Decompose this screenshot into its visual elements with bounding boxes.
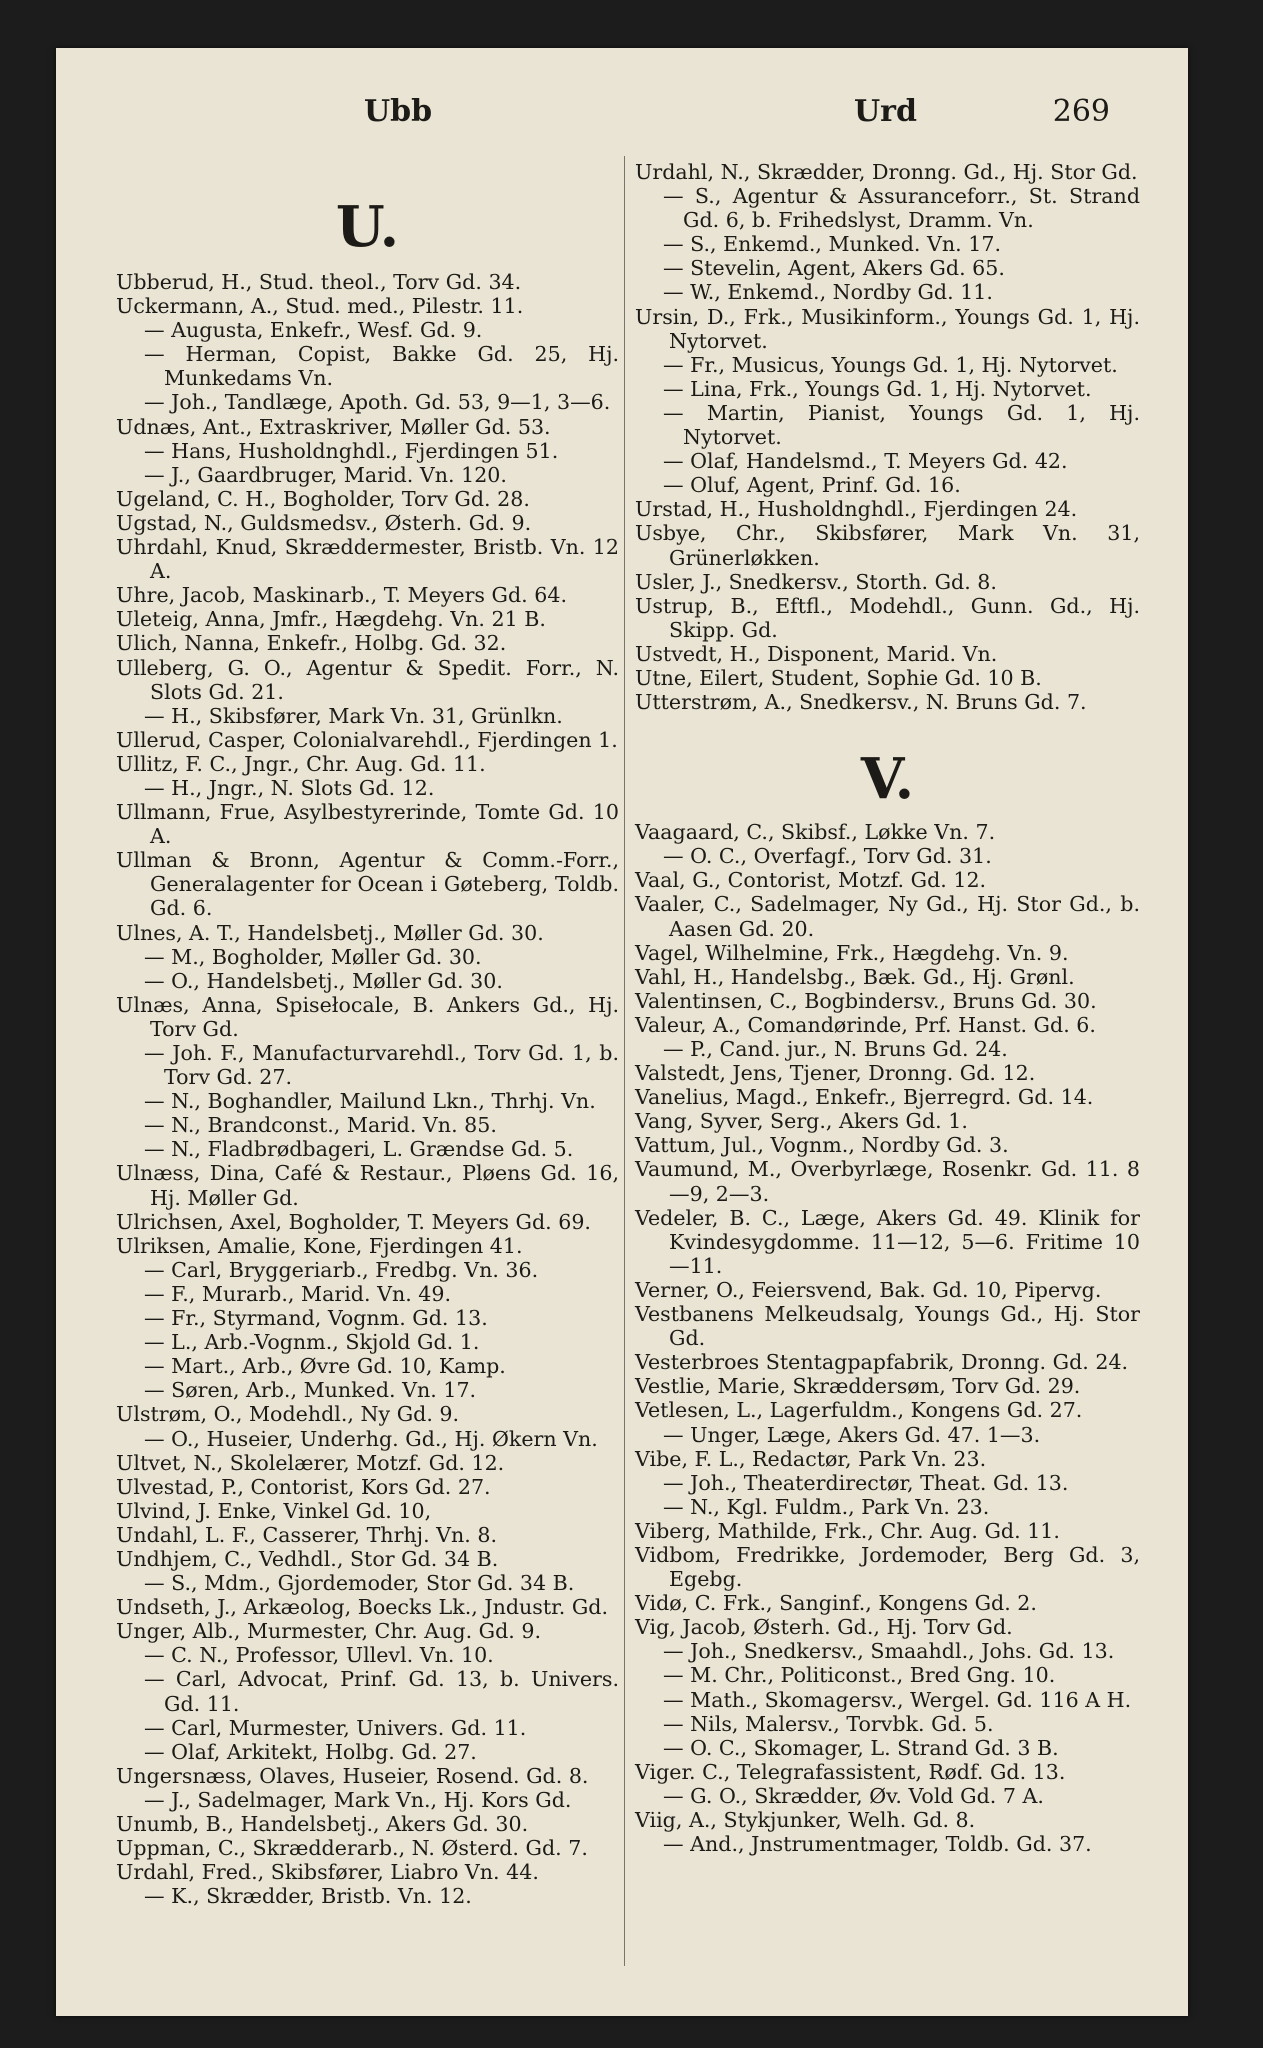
directory-entry: — M. Chr., Politiconst., Bred Gng. 10.: [663, 1663, 1056, 1688]
directory-entry: Unger, Alb., Murmester, Chr. Aug. Gd. 9.: [116, 1619, 542, 1644]
directory-entry: — W., Enkemd., Nordby Gd. 11.: [663, 280, 993, 305]
right-column: [635, 160, 1140, 1856]
page-number: 269: [1052, 94, 1110, 129]
directory-entry: Urdahl, N., Skrædder, Dronng. Gd., Hj. Stor Gd.: [635, 160, 1138, 184]
directory-entry: — M., Bogholder, Møller Gd. 30.: [144, 944, 482, 969]
directory-entry: Vagel, Wilhelmine, Frk., Hægdehg. Vn. 9.: [635, 940, 1069, 965]
directory-entry: — Mart., Arb., Øvre Gd. 10, Kamp.: [144, 1354, 506, 1379]
directory-entry: Viger. C., Telegrafassistent, Rødf. Gd. 13.: [635, 1759, 1066, 1784]
directory-entry: Verner, O., Feiersvend, Bak. Gd. 10, Pipervg.: [635, 1277, 1102, 1302]
directory-entry: Uhre, Jacob, Maskinarb., T. Meyers Gd. 64.: [116, 583, 568, 608]
directory-entry: — Unger, Læge, Akers Gd. 47. 1—3.: [663, 1422, 1041, 1447]
left-column: [116, 186, 619, 1908]
directory-entry: — Joh., Tandlæge, Apoth. Gd. 53, 9—1, 3—6.: [144, 390, 611, 415]
directory-entry: — N., Kgl. Fuldm., Park Vn. 23.: [663, 1494, 990, 1519]
directory-entry: Vestlie, Marie, Skræddersøm, Torv Gd. 29.: [635, 1374, 1081, 1399]
directory-entry: — Herman, Copist, Bakke Gd. 25, Hj. Munkedams Vn.: [144, 342, 619, 391]
directory-entry: — O., Handelsbetj., Møller Gd. 30.: [144, 968, 503, 993]
directory-entry: — L., Arb.-Vognm., Skjold Gd. 1.: [144, 1330, 480, 1355]
right-entry-list-u: [635, 160, 1140, 714]
directory-entry: Ulnæss, Dina, Café & Restaur., Pløens Gd. 16, Hj. Møller Gd.: [116, 1161, 619, 1210]
directory-entry: — Stevelin, Agent, Akers Gd. 65.: [663, 256, 1005, 281]
directory-entry: Vestbanens Melkeudsalg, Youngs Gd., Hj. Stor Gd.: [635, 1302, 1140, 1351]
directory-entry: Ungersnæss, Olaves, Huseier, Rosend. Gd. 8.: [116, 1763, 589, 1788]
directory-entry: Vaaler, C., Sadelmager, Ny Gd., Hj. Stor Gd., b. Aasen Gd. 20.: [635, 892, 1140, 941]
directory-entry: Ulriksen, Amalie, Kone, Fjerdingen 41.: [116, 1233, 523, 1258]
directory-entry: Urdahl, Fred., Skibsfører, Liabro Vn. 44.: [116, 1860, 539, 1885]
directory-entry: Ubberud, H., Stud. theol., Torv Gd. 34.: [116, 270, 522, 294]
directory-entry: — Hans, Husholdnghdl., Fjerdingen 51.: [144, 438, 559, 463]
directory-entry: — C. N., Professor, Ullevl. Vn. 10.: [144, 1643, 494, 1668]
directory-entry: Ulich, Nanna, Enkefr., Holbg. Gd. 32.: [116, 631, 507, 656]
directory-entry: Utne, Eilert, Student, Sophie Gd. 10 B.: [635, 665, 1042, 690]
directory-entry: — Math., Skomagersv., Wergel. Gd. 116 A H.: [663, 1687, 1132, 1712]
directory-entry: — O. C., Overfagf., Torv Gd. 31.: [663, 844, 992, 869]
directory-entry: Uckermann, A., Stud. med., Pilestr. 11.: [116, 294, 524, 319]
directory-entry: Utterstrøm, A., Snedkersv., N. Bruns Gd. 7.: [635, 690, 1087, 715]
directory-entry: Vanelius, Magd., Enkefr., Bjerregrd. Gd. 14.: [635, 1085, 1094, 1110]
directory-entry: Ulrichsen, Axel, Bogholder, T. Meyers Gd. 69.: [116, 1209, 591, 1234]
directory-entry: — N., Brandconst., Marid. Vn. 85.: [144, 1113, 497, 1138]
directory-entry: — Joh., Theaterdirectør, Theat. Gd. 13.: [663, 1470, 1069, 1495]
directory-entry: — S., Enkemd., Munked. Vn. 17.: [663, 232, 1001, 257]
directory-entry: — Nils, Malersv., Torvbk. Gd. 5.: [663, 1711, 994, 1736]
directory-entry: Ullitz, F. C., Jngr., Chr. Aug. Gd. 11.: [116, 751, 486, 776]
directory-entry: — F., Murarb., Marid. Vn. 49.: [144, 1281, 452, 1306]
directory-entry: Vig, Jacob, Østerh. Gd., Hj. Torv Gd.: [635, 1615, 1013, 1640]
directory-entry: Ustrup, B., Eftfl., Modehdl., Gunn. Gd., Hj. Skipp. Gd.: [635, 593, 1140, 642]
directory-entry: Vaagaard, C., Skibsf., Løkke Vn. 7.: [635, 820, 996, 845]
directory-entry: Vibe, F. L., Redactør, Park Vn. 23.: [635, 1446, 987, 1471]
directory-entry: — Olaf, Handelsmd., T. Meyers Gd. 42.: [663, 449, 1068, 474]
directory-entry: Uleteig, Anna, Jmfr., Hægdehg. Vn. 21 B.: [116, 607, 546, 632]
directory-entry: — Carl, Murmester, Univers. Gd. 11.: [144, 1715, 527, 1740]
directory-entry: Ullmann, Frue, Asylbestyrerinde, Tomte Gd. 10 A.: [116, 800, 619, 849]
directory-entry: Ulleberg, G. O., Agentur & Spedit. Forr., N. Slots Gd. 21.: [116, 655, 619, 704]
directory-entry: — H., Jngr., N. Slots Gd. 12.: [144, 775, 435, 800]
directory-entry: Ugstad, N., Guldsmedsv., Østerh. Gd. 9.: [116, 510, 532, 535]
directory-entry: — G. O., Skrædder, Øv. Vold Gd. 7 A.: [663, 1783, 1044, 1808]
directory-entry: — Joh. F., Manufacturvarehdl., Torv Gd. 1, b. Torv Gd. 27.: [144, 1041, 619, 1090]
directory-entry: Valentinsen, C., Bogbindersv., Bruns Gd. 30.: [635, 988, 1097, 1013]
directory-entry: Undahl, L. F., Casserer, Thrhj. Vn. 8.: [116, 1522, 498, 1547]
header-right-catchword: Urd: [854, 94, 917, 129]
directory-entry: Viig, A., Stykjunker, Welh. Gd. 8.: [635, 1808, 976, 1832]
directory-entry: Vaumund, M., Overbyrlæge, Rosenkr. Gd. 11. 8—9, 2—3.: [635, 1157, 1140, 1206]
directory-entry: Uhrdahl, Knud, Skræddermester, Bristb. Vn. 12 A.: [116, 535, 619, 584]
directory-entry: — H., Skibsfører, Mark Vn. 31, Grünlkn.: [144, 703, 563, 728]
directory-page: [56, 48, 1188, 2016]
right-entry-list-v: [635, 820, 1140, 1856]
directory-entry: Uppman, C., Skrædderarb., N. Østerd. Gd. 7.: [116, 1836, 588, 1861]
directory-entry: — J., Sadelmager, Mark Vn., Hj. Kors Gd.: [144, 1787, 572, 1812]
directory-entry: Urstad, H., Husholdnghdl., Fjerdingen 24.: [635, 497, 1078, 522]
column-divider: [624, 156, 625, 1966]
directory-entry: — Carl, Advocat, Prinf. Gd. 13, b. Univers. Gd. 11.: [144, 1667, 619, 1716]
section-letter-v: V.: [860, 746, 915, 813]
directory-entry: Udnæs, Ant., Extraskriver, Møller Gd. 53.: [116, 414, 551, 439]
directory-entry: — Augusta, Enkefr., Wesf. Gd. 9.: [144, 318, 483, 343]
directory-entry: Usbye, Chr., Skibsfører, Mark Vn. 31, Grünerløkken.: [635, 521, 1140, 570]
directory-entry: — K., Skrædder, Bristb. Vn. 12.: [144, 1884, 472, 1909]
directory-entry: — P., Cand. jur., N. Bruns Gd. 24.: [663, 1037, 1008, 1061]
directory-entry: — S., Agentur & Assuranceforr., St. Strand Gd. 6, b. Frihedslyst, Dramm. Vn.: [663, 184, 1140, 233]
directory-entry: Vesterbroes Stentagpapfabrik, Dronng. Gd. 24.: [635, 1350, 1129, 1375]
directory-entry: Ulnæs, Anna, Spisełocale, B. Ankers Gd., Hj. Torv Gd.: [116, 992, 619, 1041]
directory-entry: Vidbom, Fredrikke, Jordemoder, Berg Gd. 3, Egebg.: [635, 1542, 1140, 1592]
directory-entry: Undhjem, C., Vedhdl., Stor Gd. 34 B.: [116, 1546, 499, 1571]
header-left-catchword: Ubb: [364, 94, 433, 129]
directory-entry: — Fr., Styrmand, Vognm. Gd. 13.: [144, 1306, 488, 1331]
directory-entry: Valeur, A., Comandørinde, Prf. Hanst. Gd. 6.: [635, 1012, 1096, 1037]
directory-entry: — O., Huseier, Underhg. Gd., Hj. Økern Vn.: [144, 1426, 598, 1451]
directory-entry: Ulnes, A. T., Handelsbetj., Møller Gd. 30.: [116, 920, 544, 945]
directory-entry: Ulstrøm, O., Modehdl., Ny Gd. 9.: [116, 1402, 460, 1427]
directory-entry: — O. C., Skomager, L. Strand Gd. 3 B.: [663, 1735, 1059, 1760]
directory-entry: Ultvet, N., Skolelærer, Motzf. Gd. 12.: [116, 1450, 505, 1475]
section-letter-u: U.: [335, 194, 400, 260]
directory-entry: Vidø, C. Frk., Sanginf., Kongens Gd. 2.: [635, 1591, 1037, 1616]
directory-entry: Ulvestad, P., Contorist, Kors Gd. 27.: [116, 1474, 491, 1499]
directory-entry: Ulvind, J. Enke, Vinkel Gd. 10,: [116, 1498, 432, 1523]
directory-entry: Undseth, J., Arkæolog, Boecks Lk., Jndustr. Gd.: [116, 1595, 608, 1620]
directory-entry: — Joh., Snedkersv., Smaahdl., Johs. Gd. 13.: [663, 1639, 1115, 1664]
directory-entry: Vattum, Jul., Vognm., Nordby Gd. 3.: [635, 1133, 1009, 1158]
directory-entry: — Carl, Bryggeriarb., Fredbg. Vn. 36.: [144, 1257, 539, 1282]
directory-entry: Ullman & Bronn, Agentur & Comm.-Forr., Generalagenter for Ocean i Gøteberg, Toldb. Gd. 6.: [116, 848, 619, 921]
directory-entry: Viberg, Mathilde, Frk., Chr. Aug. Gd. 11.: [635, 1518, 1060, 1543]
directory-entry: Unumb, B., Handelsbetj., Akers Gd. 30.: [116, 1812, 529, 1836]
directory-entry: — And., Jnstrumentmager, Toldb. Gd. 37.: [663, 1832, 1092, 1857]
directory-entry: — J., Gaardbruger, Marid. Vn. 120.: [144, 462, 507, 487]
directory-entry: Vaal, G., Contorist, Motzf. Gd. 12.: [635, 868, 987, 893]
directory-entry: — Søren, Arb., Munked. Vn. 17.: [144, 1378, 477, 1403]
directory-entry: Ustvedt, H., Disponent, Marid. Vn.: [635, 641, 998, 666]
directory-entry: — Martin, Pianist, Youngs Gd. 1, Hj. Nytorvet.: [663, 400, 1140, 450]
directory-entry: — Lina, Frk., Youngs Gd. 1, Hj. Nytorvet.: [663, 376, 1092, 401]
directory-entry: — Fr., Musicus, Youngs Gd. 1, Hj. Nytorvet.: [663, 352, 1118, 377]
directory-entry: — S., Mdm., Gjordemoder, Stor Gd. 34 B.: [144, 1571, 575, 1596]
directory-entry: — Olaf, Arkitekt, Holbg. Gd. 27.: [144, 1739, 477, 1764]
directory-entry: Valstedt, Jens, Tjener, Dronng. Gd. 12.: [635, 1061, 1036, 1086]
left-entry-list: [116, 270, 619, 1908]
directory-entry: Vang, Syver, Serg., Akers Gd. 1.: [635, 1109, 968, 1134]
directory-entry: Ursin, D., Frk., Musikinform., Youngs Gd. 1, Hj. Nytorvet.: [635, 304, 1140, 353]
directory-entry: — N., Fladbrødbageri, L. Grændse Gd. 5.: [144, 1137, 574, 1162]
directory-entry: — Oluf, Agent, Prinf. Gd. 16.: [663, 473, 961, 498]
directory-entry: Usler, J., Snedkersv., Storth. Gd. 8.: [635, 569, 997, 594]
directory-entry: Ugeland, C. H., Bogholder, Torv Gd. 28.: [116, 486, 530, 511]
page-header: [56, 94, 1188, 134]
directory-entry: Vedeler, B. C., Læge, Akers Gd. 49. Klinik for Kvindesygdomme. 11—12, 5—6. Fritime 10—11.: [635, 1205, 1140, 1278]
directory-entry: Vahl, H., Handelsbg., Bæk. Gd., Hj. Grønl.: [635, 964, 1075, 989]
directory-entry: Ullerud, Casper, Colonialvarehdl., Fjerdingen 1.: [116, 727, 618, 752]
directory-entry: — N., Boghandler, Mailund Lkn., Thrhj. Vn.: [144, 1089, 596, 1114]
directory-entry: Vetlesen, L., Lagerfuldm., Kongens Gd. 27.: [635, 1398, 1083, 1423]
